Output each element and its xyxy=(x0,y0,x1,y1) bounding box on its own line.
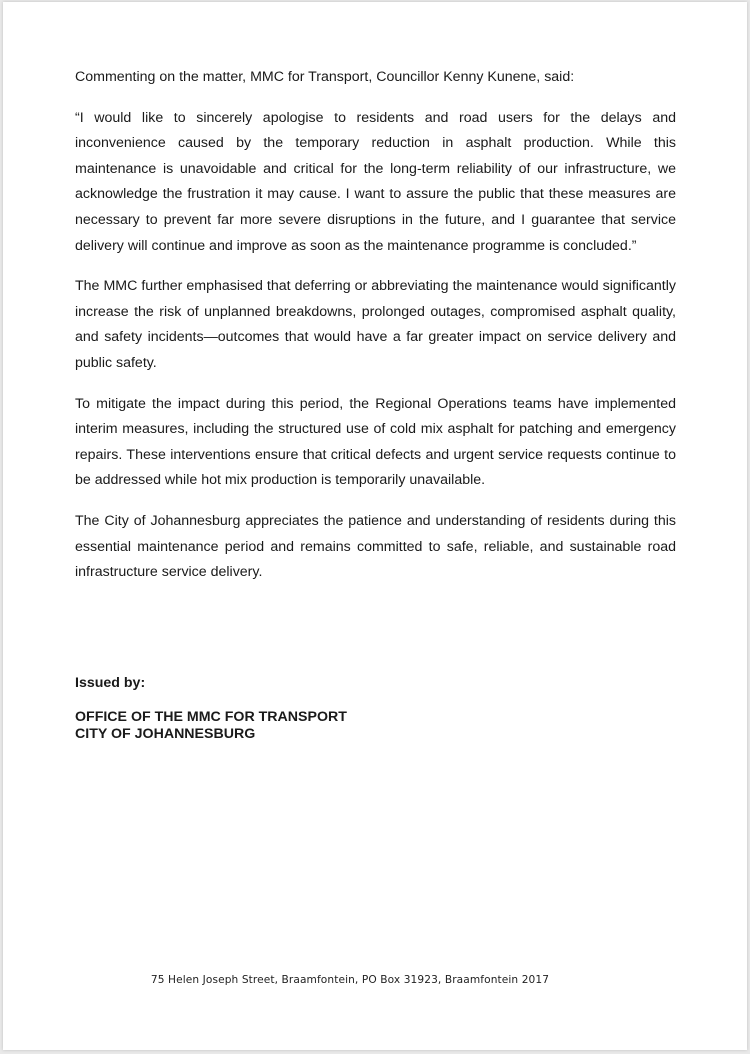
footer-address: 75 Helen Joseph Street, Braamfontein, PO Box 31923, Braamfontein 2017 xyxy=(150,974,550,986)
intro-line: Commenting on the matter, MMC for Transport, Councillor Kenny Kunene, said: xyxy=(75,69,575,85)
emphasis-paragraph: The MMC further emphasised that deferring or abbreviating the maintenance would significantly increase the risk of unplanned breakdowns, prolonged outages, compromised asphalt quality, and safety incidents—outcomes that would have a far greater impact on service delivery and public safety. xyxy=(75,278,676,371)
issuer-office: OFFICE OF THE MMC FOR TRANSPORT xyxy=(75,709,347,725)
issued-by-label: Issued by: xyxy=(75,675,146,691)
closing-paragraph: The City of Johannesburg appreciates the patience and understanding of residents during this essential maintenance period and remains committed to safe, reliable, and sustainable road infrastructure service delivery. xyxy=(75,512,676,581)
quote-paragraph: “I would like to sincerely apologise to residents and road users for the delays and inconvenience caused by the temporary reduction in asphalt production. While this maintenance is unavoidable and critical for the long-term reliability of our infrastructure, we acknowledge the frustration it may cause. I want to assure the public that these measures are necessary to prevent far more severe disruptions in the future, and I guarantee that service delivery will continue and improve as soon as the maintenance programme is concluded.” xyxy=(75,109,676,254)
issuer-city: CITY OF JOHANNESBURG xyxy=(75,726,256,742)
document-page xyxy=(3,2,747,1050)
document-body xyxy=(75,65,676,601)
mitigation-paragraph: To mitigate the impact during this period, the Regional Operations teams have implemented interim measures, including the structured use of cold mix asphalt for patching and emergency repairs. These interventions ensure that critical defects and urgent service requests continue to be addressed while hot mix production is temporarily unavailable. xyxy=(75,395,676,489)
issuer-block xyxy=(75,709,347,743)
